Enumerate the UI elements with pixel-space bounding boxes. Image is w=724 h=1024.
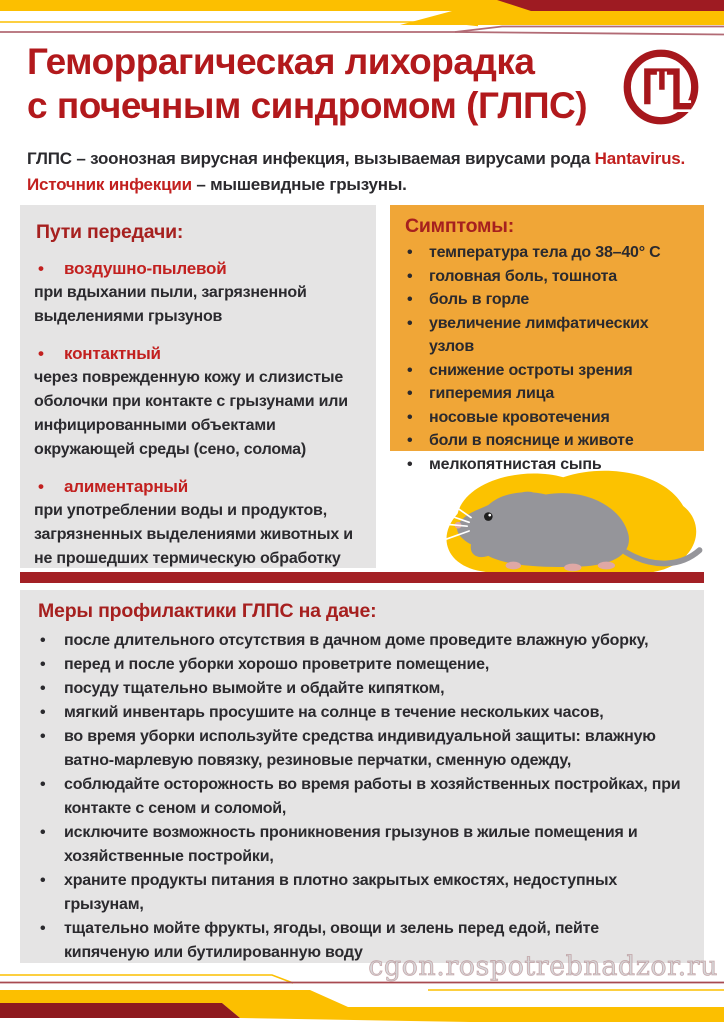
symptom-item: • боль в горле bbox=[403, 288, 691, 312]
prevention-heading: Меры профилактики ГЛПС на даче: bbox=[38, 600, 377, 622]
prevention-item: • перед и после уборки хорошо проветрите помещение, bbox=[36, 653, 688, 677]
route-name: контактный bbox=[64, 344, 161, 363]
prevention-item: • во время уборки используйте средства индивидуальной защиты: влажную ватно-марлевую повязку, резиновые перчатки, сменную одежду, bbox=[36, 725, 688, 773]
mouse-illustration bbox=[428, 458, 708, 578]
footer-stripes-decoration bbox=[0, 954, 724, 1024]
symptom-item: • мелкопятнистая сыпь bbox=[403, 453, 691, 477]
prevention-box bbox=[20, 590, 704, 963]
title-line1: Геморрагическая лихорадка bbox=[27, 41, 535, 82]
bullet-icon: • bbox=[407, 314, 413, 332]
symptom-item: • боли в пояснице и животе bbox=[403, 429, 691, 453]
intro-text bbox=[27, 146, 705, 199]
prevention-item: • мягкий инвентарь просушите на солнце в течение нескольких часов, bbox=[36, 701, 688, 725]
section-divider bbox=[20, 572, 704, 583]
route-description: при вдыхании пыли, загрязненной выделениями грызунов bbox=[34, 284, 307, 325]
symptom-item: • головная боль, тошнота bbox=[403, 265, 691, 289]
prevention-item: • исключите возможность проникновения грызунов в жилые помещения и хозяйственные постройки, bbox=[36, 821, 688, 869]
transmission-box bbox=[20, 205, 376, 568]
bullet-icon: • bbox=[40, 632, 46, 649]
symptom-item: • гиперемия лица bbox=[403, 382, 691, 406]
route-name: алиментарный bbox=[64, 477, 189, 496]
prevention-item: • после длительного отсутствия в дачном доме проведите влажную уборку, bbox=[36, 629, 688, 653]
transmission-heading: Пути передачи: bbox=[36, 221, 184, 243]
bullet-icon: • bbox=[38, 259, 44, 278]
bullet-icon: • bbox=[38, 344, 44, 363]
bullet-icon: • bbox=[40, 680, 46, 697]
hantavirus-highlight: Hantavirus. bbox=[594, 149, 686, 168]
symptom-item: • носовые кровотечения bbox=[403, 406, 691, 430]
bullet-icon: • bbox=[40, 824, 46, 841]
bullet-icon: • bbox=[407, 244, 413, 261]
transmission-item bbox=[34, 259, 362, 329]
bullet-icon: • bbox=[40, 704, 46, 721]
title-line2: с почечным синдромом (ГЛПС) bbox=[27, 84, 588, 126]
prevention-item: • посуду тщательно вымойте и обдайте кипятком, bbox=[36, 677, 688, 701]
symptoms-box bbox=[390, 205, 704, 473]
bullet-icon: • bbox=[40, 872, 46, 889]
bullet-icon: • bbox=[407, 361, 413, 379]
bullet-icon: • bbox=[40, 920, 46, 937]
bullet-icon: • bbox=[407, 291, 413, 308]
transmission-item bbox=[34, 477, 362, 571]
prevention-item: • храните продукты питания в плотно закрытых емкостях, недоступных грызунам, bbox=[36, 869, 688, 917]
bullet-icon: • bbox=[407, 455, 413, 473]
route-description: через поврежденную кожу и слизистые оболочки при контакте с грызунами или инфицированными объектами окружающей среды (сено, солома) bbox=[34, 369, 348, 458]
symptom-item: • снижение остроты зрения bbox=[403, 359, 691, 383]
source-highlight: Источник инфекции bbox=[27, 175, 192, 195]
bullet-icon: • bbox=[38, 477, 44, 496]
prevention-item: • тщательно мойте фрукты, ягоды, овощи и зелень перед едой, пейте кипяченую или бутилированную воду bbox=[36, 917, 688, 965]
bullet-icon: • bbox=[407, 267, 413, 285]
bullet-icon: • bbox=[407, 432, 413, 449]
bullet-icon: • bbox=[40, 776, 46, 793]
header-stripes-decoration bbox=[0, 0, 724, 40]
prevention-item: • соблюдайте осторожность во время работы в хозяйственных постройках, при контакте с сеном и соломой, bbox=[36, 773, 688, 821]
symptoms-heading: Симптомы: bbox=[405, 215, 514, 237]
bullet-icon: • bbox=[40, 728, 46, 745]
watermark-url: cgon.rospotrebnadzor.ru bbox=[368, 951, 718, 982]
page-title bbox=[27, 40, 617, 127]
route-name: воздушно-пылевой bbox=[64, 259, 227, 278]
intro-line2: Источник инфекции – мышевидные грызуны. bbox=[27, 175, 407, 195]
intro-line1: ГЛПС – зоонозная вирусная инфекция, вызываемая вирусами рода Hantavirus. bbox=[27, 149, 686, 168]
bullet-icon: • bbox=[407, 408, 413, 426]
route-description: при употреблении воды и продуктов, загрязненных выделениями животных и не прошедших термическую обработку bbox=[34, 502, 353, 567]
transmission-item bbox=[34, 344, 362, 462]
bullet-icon: • bbox=[40, 656, 46, 673]
symptom-item: • увеличение лимфатических узлов bbox=[403, 312, 691, 359]
symptom-item: • температура тела до 38–40° С bbox=[403, 241, 691, 265]
bullet-icon: • bbox=[407, 385, 413, 402]
cgon-logo-icon bbox=[620, 46, 702, 128]
